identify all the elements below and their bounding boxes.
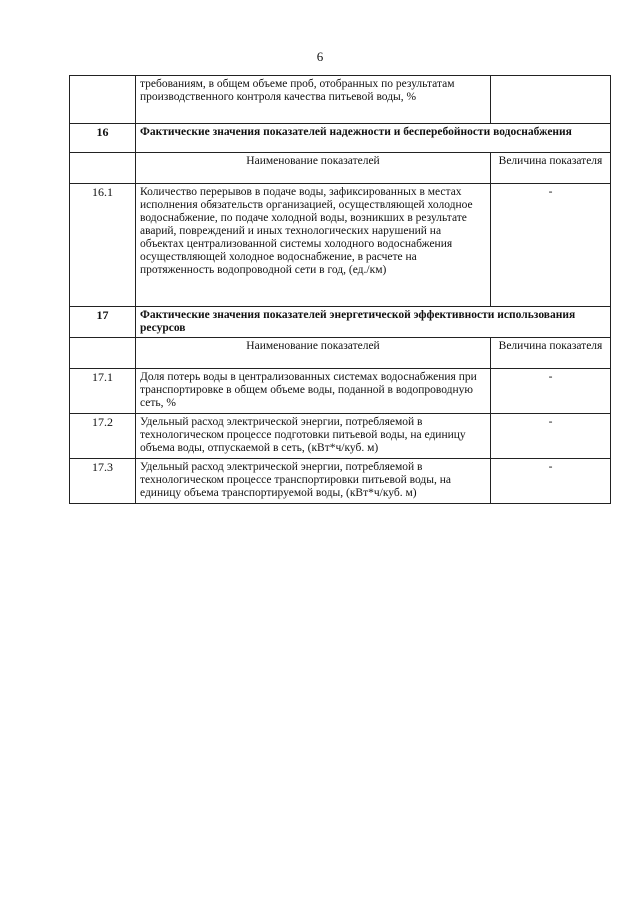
row-number: 16.1 bbox=[70, 184, 136, 307]
indicators-table bbox=[69, 75, 611, 504]
section-title: Фактические значения показателей энергетической эффективности использования ресурсов bbox=[136, 307, 611, 338]
section-header-row bbox=[70, 307, 611, 338]
row-number-cell bbox=[70, 338, 136, 369]
column-header-value: Величина показателя bbox=[491, 153, 611, 184]
indicator-name-cell: Удельный расход электрической энергии, потребляемой в технологическом процессе подготовки питьевой воды, на единицу объема воды, отпускаемой в сеть, (кВт*ч/куб. м) bbox=[136, 414, 491, 459]
section-header-row bbox=[70, 124, 611, 153]
page-number: 6 bbox=[316, 49, 324, 64]
row-number: 17.2 bbox=[70, 414, 136, 459]
column-header-row bbox=[70, 153, 611, 184]
table-row bbox=[70, 414, 611, 459]
section-number: 17 bbox=[70, 307, 136, 338]
table-row bbox=[70, 369, 611, 414]
row-number: 17.1 bbox=[70, 369, 136, 414]
section-title: Фактические значения показателей надежности и бесперебойности водоснабжения bbox=[136, 124, 611, 153]
indicator-name-cell: требованиям, в общем объеме проб, отобранных по результатам производственного контроля качества питьевой воды, % bbox=[136, 76, 491, 124]
column-header-name: Наименование показателей bbox=[136, 153, 491, 184]
indicator-value-cell: - bbox=[491, 414, 611, 459]
indicator-name-cell: Количество перерывов в подаче воды, зафиксированных в местах исполнения обязательств организацией, осуществляющей холодное водоснабжение, по подаче холодной воды, возникших в результате аварий, повреждений и иных технологических нарушений на объектах централизованной системы холодного водоснабжения осуществляющей холодное водоснабжение, в расчете на протяженность водопроводной сети в год, (ед./км) bbox=[136, 184, 491, 307]
column-header-row bbox=[70, 338, 611, 369]
column-header-name: Наименование показателей bbox=[136, 338, 491, 369]
indicator-name-cell: Доля потерь воды в централизованных системах водоснабжения при транспортировке в общем объеме воды, поданной в водопроводную сеть, % bbox=[136, 369, 491, 414]
indicator-value-cell bbox=[491, 76, 611, 124]
row-number-cell bbox=[70, 76, 136, 124]
table-row bbox=[70, 76, 611, 124]
column-header-value: Величина показателя bbox=[491, 338, 611, 369]
table-row bbox=[70, 184, 611, 307]
indicator-name-cell: Удельный расход электрической энергии, потребляемой в технологическом процессе транспортировки питьевой воды, на единицу объема транспортируемой воды, (кВт*ч/куб. м) bbox=[136, 459, 491, 504]
section-number: 16 bbox=[70, 124, 136, 153]
indicator-value-cell: - bbox=[491, 459, 611, 504]
row-number-cell bbox=[70, 153, 136, 184]
table-row bbox=[70, 459, 611, 504]
indicator-value-cell: - bbox=[491, 369, 611, 414]
indicator-value-cell: - bbox=[491, 184, 611, 307]
row-number: 17.3 bbox=[70, 459, 136, 504]
